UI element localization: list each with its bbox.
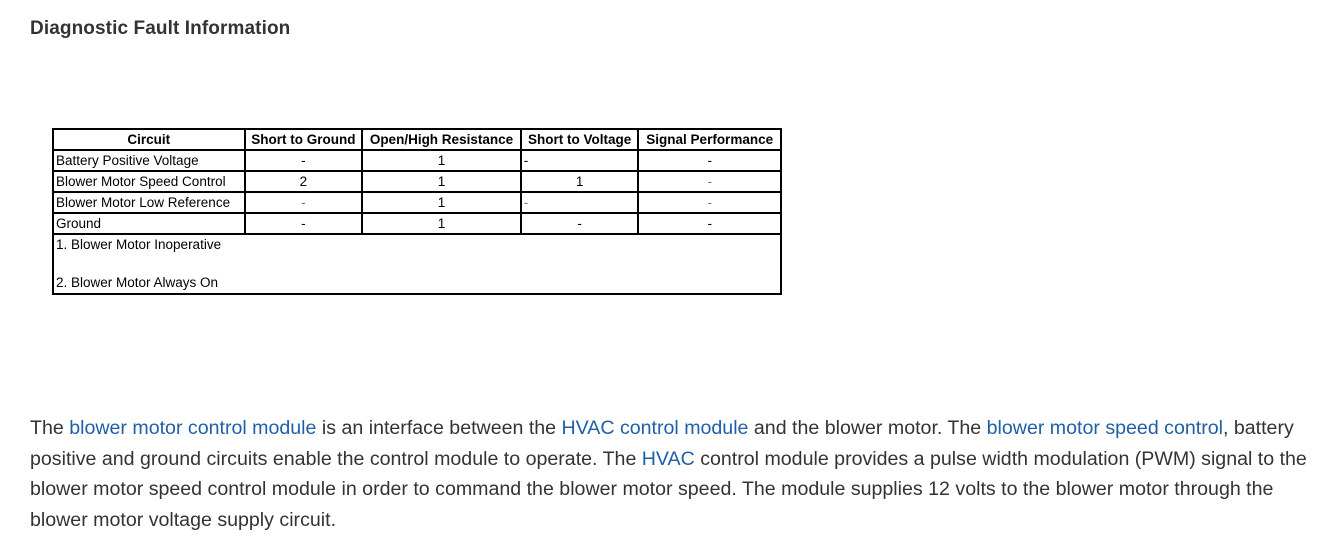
header-short-to-ground: Short to Ground (245, 129, 363, 150)
signal-performance-cell: - (638, 150, 781, 171)
page-title: Diagnostic Fault Information (30, 18, 291, 39)
header-circuit: Circuit (53, 129, 245, 150)
open-high-resistance-cell: 1 (362, 213, 521, 234)
circuit-name: Ground (53, 213, 245, 234)
table-header-row (53, 129, 781, 150)
description-text: , battery positive and ground circuits enable the control module to operate. The (30, 417, 1294, 470)
short-to-voltage-cell: - (521, 150, 639, 171)
signal-performance-cell: - (638, 171, 781, 192)
short-to-voltage-cell: - (521, 213, 639, 234)
description-paragraph (30, 413, 1325, 535)
table-notes-row (53, 234, 781, 294)
link-blower-motor-control-module[interactable]: blower motor control module (69, 417, 317, 439)
signal-performance-cell: - (638, 213, 781, 234)
description-text: is an interface between the (316, 417, 562, 439)
note-2: 2. Blower Motor Always On (56, 275, 219, 290)
signal-performance-cell: - (638, 192, 781, 213)
table-notes (53, 234, 781, 294)
description-text: The (30, 417, 70, 439)
note-1: 1. Blower Motor Inoperative (56, 237, 222, 252)
table-row (53, 171, 781, 192)
circuit-name: Blower Motor Low Reference (53, 192, 245, 213)
open-high-resistance-cell: 1 (362, 192, 521, 213)
header-short-to-voltage: Short to Voltage (521, 129, 639, 150)
diagnostic-fault-table (52, 128, 782, 295)
link-hvac[interactable]: HVAC (641, 447, 695, 470)
short-to-ground-cell: - (245, 213, 363, 234)
link-hvac-control-module[interactable]: HVAC control module (561, 417, 749, 439)
table-row (53, 213, 781, 234)
short-to-voltage-cell: - (521, 192, 639, 213)
short-to-ground-cell: - (245, 150, 363, 171)
table-row (53, 192, 781, 213)
header-open-high-resistance: Open/High Resistance (362, 129, 521, 150)
description-text: and the blower motor. The (748, 417, 987, 439)
table-row (53, 150, 781, 171)
short-to-ground-cell: 2 (245, 171, 363, 192)
circuit-name: Battery Positive Voltage (53, 150, 245, 171)
open-high-resistance-cell: 1 (362, 150, 521, 171)
header-signal-performance: Signal Performance (638, 129, 781, 150)
short-to-voltage-cell: 1 (521, 171, 639, 192)
circuit-name: Blower Motor Speed Control (53, 171, 245, 192)
link-blower-motor-speed-control[interactable]: blower motor speed control (986, 417, 1223, 439)
short-to-ground-cell: - (245, 192, 363, 213)
open-high-resistance-cell: 1 (362, 171, 521, 192)
description-text: control module provides a pulse width modulation (PWM) signal to the blower motor speed control module in order to command the blower motor speed. The module supplies 12 volts to the blower motor through the blower motor voltage supply circuit. (30, 447, 1307, 531)
